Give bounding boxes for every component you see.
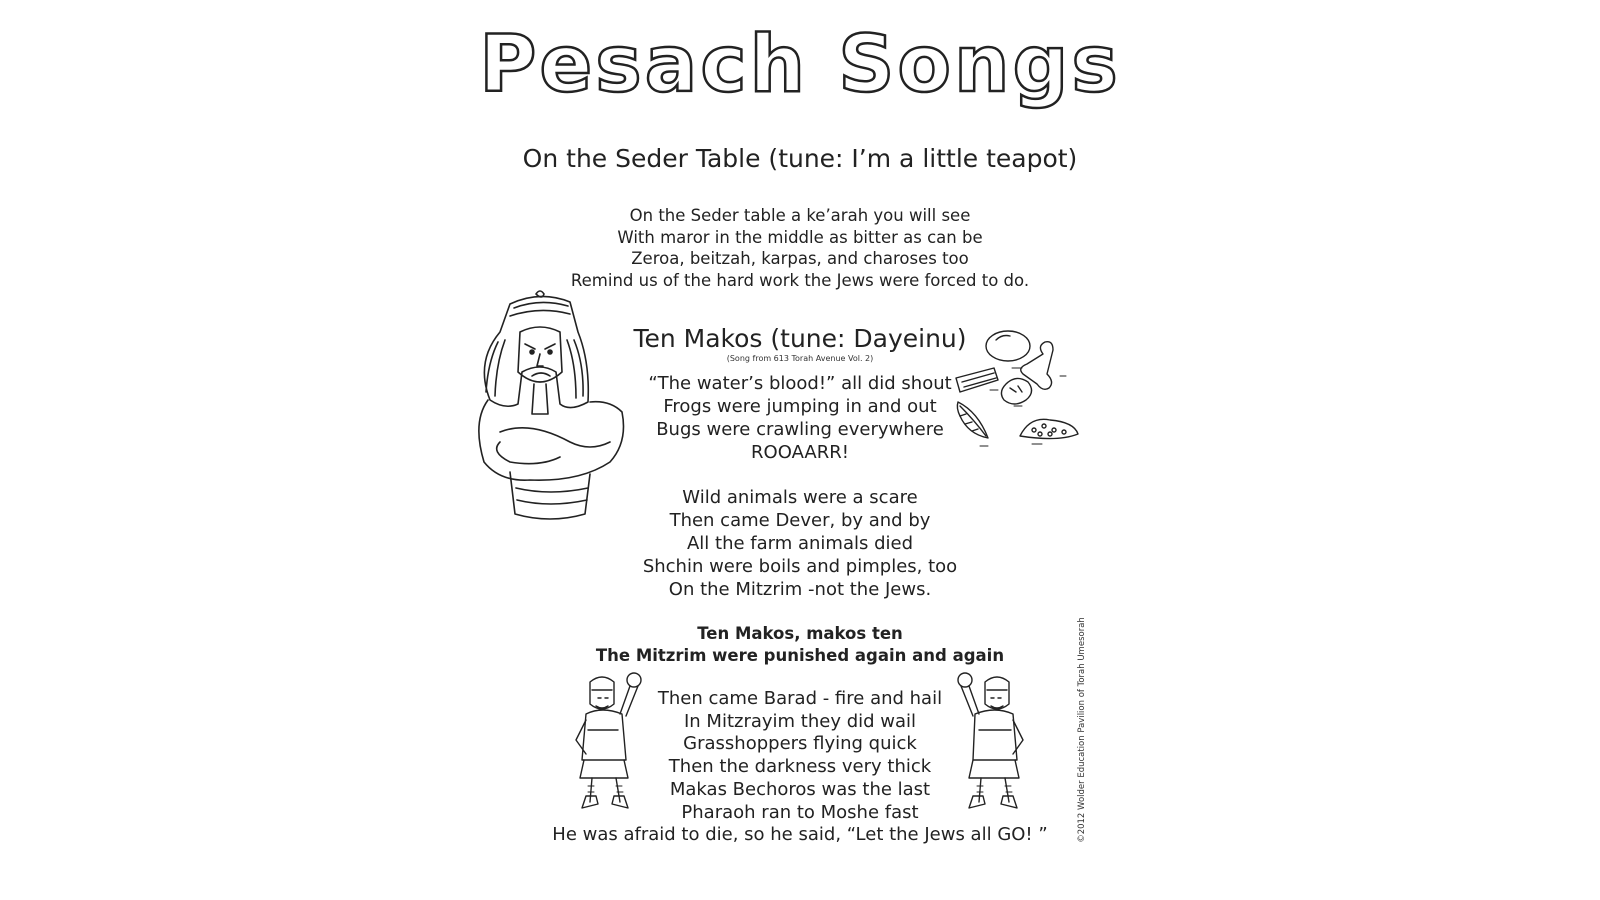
lyric-line: In Mitzrayim they did wail (683, 710, 917, 732)
lyric-line: On the Mitzrim -not the Jews. (668, 579, 932, 600)
seder-plate-foods-icon (948, 326, 1088, 454)
song2-chorus (0, 623, 1600, 667)
lyric-line: He was afraid to die, so he said, “Let the Jews all GO! ” (552, 824, 1048, 846)
lyric-line: ROOAARR! (751, 442, 849, 463)
lyric-line: On the Seder table a ke’arah you will see (629, 206, 971, 225)
lyric-line: All the farm animals died (686, 533, 914, 554)
lyric-line: Then came Dever, by and by (669, 510, 931, 531)
moshe-right-icon (945, 668, 1030, 818)
lyric-line: Pharaoh ran to Moshe fast (681, 801, 919, 823)
page-title: Pesach Songs (479, 20, 1121, 110)
song2-verse1 (0, 372, 1600, 464)
song1-title: On the Seder Table (tune: I’m a little teapot) (522, 144, 1078, 173)
lyric-line: “The water’s blood!” all did shout (648, 373, 952, 394)
lyric-line: Frogs were jumping in and out (663, 396, 937, 417)
lyric-line: Wild animals were a scare (682, 487, 918, 508)
lyric-line: With maror in the middle as bitter as can be (617, 227, 983, 247)
song2-title: Ten Makos (tune: Dayeinu) (633, 324, 967, 353)
pharaoh-icon (470, 292, 635, 524)
lyric-line: Then the darkness very thick (668, 756, 932, 778)
lyric-line: Grasshoppers flying quick (683, 733, 917, 755)
chorus-line: The Mitzrim were punished again and again (595, 646, 1005, 665)
song1-lyrics (0, 205, 1600, 291)
song2-verse3 (0, 688, 1600, 847)
lyric-line: Makas Bechoros was the last (669, 778, 931, 800)
lyric-line: Bugs were crawling everywhere (656, 419, 944, 440)
copyright-notice: ©2012 Wolder Education Pavilion of Torah Umesorah (1077, 617, 1087, 843)
song2-credit: (Song from 613 Torah Avenue Vol. 2) (726, 354, 874, 363)
lyric-line: Then came Barad - fire and hail (657, 688, 943, 709)
moshe-left-icon (568, 668, 653, 818)
chorus-line: Ten Makos, makos ten (697, 624, 903, 643)
lyric-line: Shchin were boils and pimples, too (642, 556, 958, 577)
lyric-line: Remind us of the hard work the Jews were forced to do. (570, 270, 1030, 290)
lyric-line: Zeroa, beitzah, karpas, and charoses too (631, 249, 969, 268)
song2-verse2 (0, 486, 1600, 601)
